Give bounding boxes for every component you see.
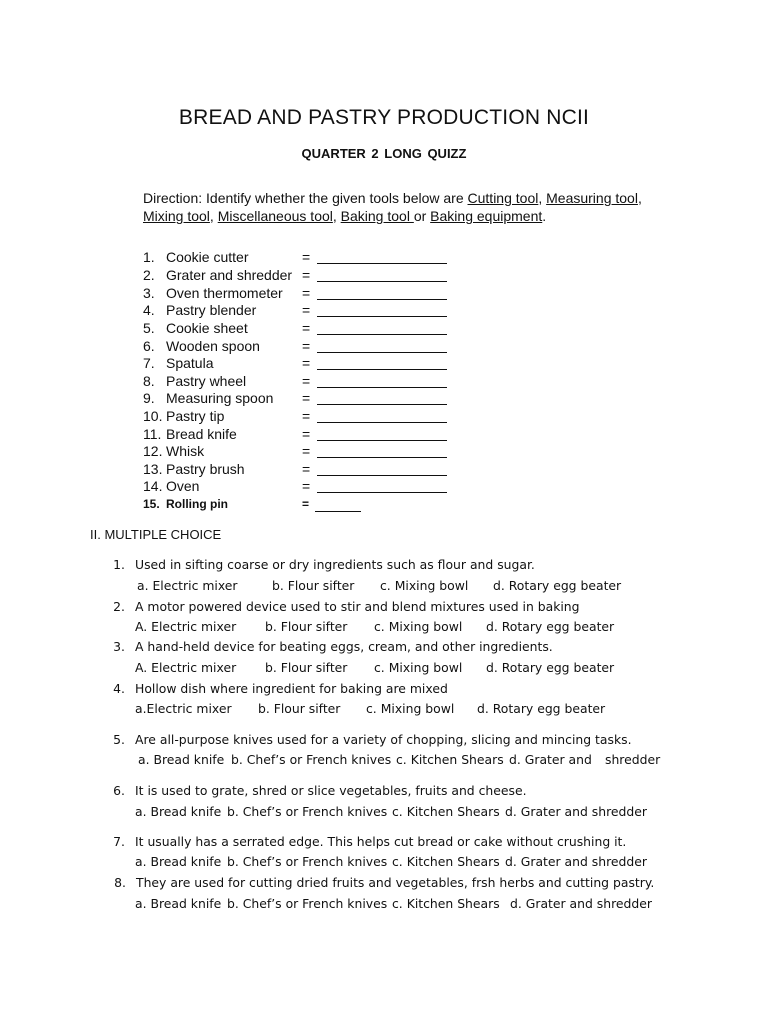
option: d. Grater and shredder: [510, 896, 652, 911]
list-item: 9. Measuring spoon =: [143, 390, 316, 408]
answer-blank: [317, 440, 447, 441]
answer-blank: [315, 511, 361, 512]
option: c. Mixing bowl: [374, 619, 463, 634]
option: a. Bread knife: [135, 854, 222, 869]
list-item: 1. Cookie cutter =: [143, 249, 316, 267]
option: b. Chef’s or French knives: [227, 804, 388, 819]
answer-blank: [317, 263, 447, 264]
section-heading: II. MULTIPLE CHOICE: [90, 527, 222, 542]
question-text: A hand-held device for beating eggs, cream, and other ingredients.: [135, 639, 553, 654]
question-number: 1.: [113, 557, 125, 572]
question-number: 6.: [113, 783, 125, 798]
option: d. Rotary egg beater: [493, 578, 622, 593]
list-item: 4. Pastry blender =: [143, 302, 316, 320]
list-item: 15. Rolling pin =: [143, 497, 316, 515]
option: shredder: [605, 752, 661, 767]
option: b. Flour sifter: [265, 660, 348, 675]
options-row: [0, 578, 768, 594]
option: d. Grater and shredder: [505, 804, 647, 819]
question-number: 8.: [114, 875, 126, 890]
list-item: 7. Spatula =: [143, 355, 316, 373]
list-item: 10. Pastry tip =: [143, 408, 316, 426]
option: b. Chef’s or French knives: [227, 896, 388, 911]
question-number: 5.: [113, 732, 125, 747]
baking-equipment-term: Baking equipment: [430, 208, 543, 224]
option: a. Bread knife: [138, 752, 225, 767]
list-item: 12. Whisk =: [143, 443, 316, 461]
list-item: 5. Cookie sheet =: [143, 320, 316, 338]
question-text: A motor powered device used to stir and blend mixtures used in baking: [135, 599, 580, 614]
answer-blank: [317, 281, 447, 282]
question-number: 2.: [113, 599, 125, 614]
option: c. Mixing bowl: [380, 578, 469, 593]
answer-blank: [317, 404, 447, 405]
list-item: 13. Pastry brush =: [143, 461, 316, 479]
option: d. Rotary egg beater: [486, 619, 615, 634]
option: b. Flour sifter: [272, 578, 355, 593]
option: b. Chef’s or French knives: [231, 752, 392, 767]
question-number: 7.: [113, 834, 125, 849]
list-item: 14. Oven =: [143, 478, 316, 496]
mixing-tool-term: Mixing tool: [143, 208, 210, 224]
question-text: Are all-purpose knives used for a variety of chopping, slicing and mincing tasks.: [135, 732, 632, 747]
answer-blank: [317, 492, 447, 493]
answer-blank: [317, 422, 447, 423]
option: A. Electric mixer: [135, 660, 237, 675]
option: c. Kitchen Shears: [392, 804, 500, 819]
page-subtitle: QUARTER 2 LONG QUIZZ: [301, 146, 467, 161]
options-row: [0, 660, 768, 676]
answer-blank: [317, 475, 447, 476]
question-text: They are used for cutting dried fruits and vegetables, frsh herbs and cutting pastry.: [136, 875, 655, 890]
options-row: [0, 701, 768, 717]
page-title: BREAD AND PASTRY PRODUCTION NCII: [178, 106, 590, 129]
options-row: [0, 896, 768, 912]
option: d. Rotary egg beater: [477, 701, 606, 716]
question-text: Hollow dish where ingredient for baking are mixed: [135, 681, 448, 696]
question-text: Used in sifting coarse or dry ingredients such as flour and sugar.: [135, 557, 535, 572]
option: a.Electric mixer: [135, 701, 232, 716]
option: b. Flour sifter: [258, 701, 341, 716]
list-item: 6. Wooden spoon =: [143, 338, 316, 356]
option: c. Kitchen Shears: [392, 896, 500, 911]
option: c. Kitchen Shears: [392, 854, 500, 869]
direction-line-2: Mixing tool, Miscellaneous tool, Baking tool or Baking equipment.: [143, 208, 547, 224]
list-item: 2. Grater and shredder =: [143, 267, 316, 285]
misc-tool-term: Miscellaneous tool: [217, 208, 333, 224]
answer-blank: [317, 316, 447, 317]
option: c. Mixing bowl: [366, 701, 455, 716]
option: a. Bread knife: [135, 896, 222, 911]
option: d. Grater and: [509, 752, 592, 767]
measuring-tool-term: Measuring tool: [546, 190, 638, 206]
option: b. Flour sifter: [265, 619, 348, 634]
answer-blank: [317, 457, 447, 458]
answer-blank: [317, 352, 447, 353]
answer-blank: [317, 369, 447, 370]
answer-blank: [317, 299, 447, 300]
direction-line-1: Direction: Identify whether the given tools below are Cutting tool, Measuring tool,: [143, 190, 642, 206]
question-number: 4.: [113, 681, 125, 696]
options-row: [0, 619, 768, 635]
question-number: 3.: [113, 639, 125, 654]
option: A. Electric mixer: [135, 619, 237, 634]
question-text: It usually has a serrated edge. This helps cut bread or cake without crushing it.: [135, 834, 627, 849]
option: d. Grater and shredder: [505, 854, 647, 869]
option: c. Mixing bowl: [374, 660, 463, 675]
options-row: [0, 804, 768, 820]
baking-tool-term: Baking tool: [340, 208, 414, 224]
option: a. Bread knife: [135, 804, 222, 819]
question-text: It is used to grate, shred or slice vegetables, fruits and cheese.: [135, 783, 527, 798]
direction-text: Direction: Identify whether the given tools below are: [143, 190, 468, 206]
list-item: 11. Bread knife =: [143, 426, 316, 444]
options-row: [0, 752, 768, 768]
option: d. Rotary egg beater: [486, 660, 615, 675]
answer-blank: [317, 387, 447, 388]
option: a. Electric mixer: [137, 578, 238, 593]
options-row: [0, 854, 768, 870]
cutting-tool-term: Cutting tool: [467, 190, 539, 206]
list-item: 8. Pastry wheel =: [143, 373, 316, 391]
answer-blank: [317, 334, 447, 335]
option: c. Kitchen Shears: [396, 752, 504, 767]
option: b. Chef’s or French knives: [227, 854, 388, 869]
list-item: 3. Oven thermometer =: [143, 285, 316, 303]
